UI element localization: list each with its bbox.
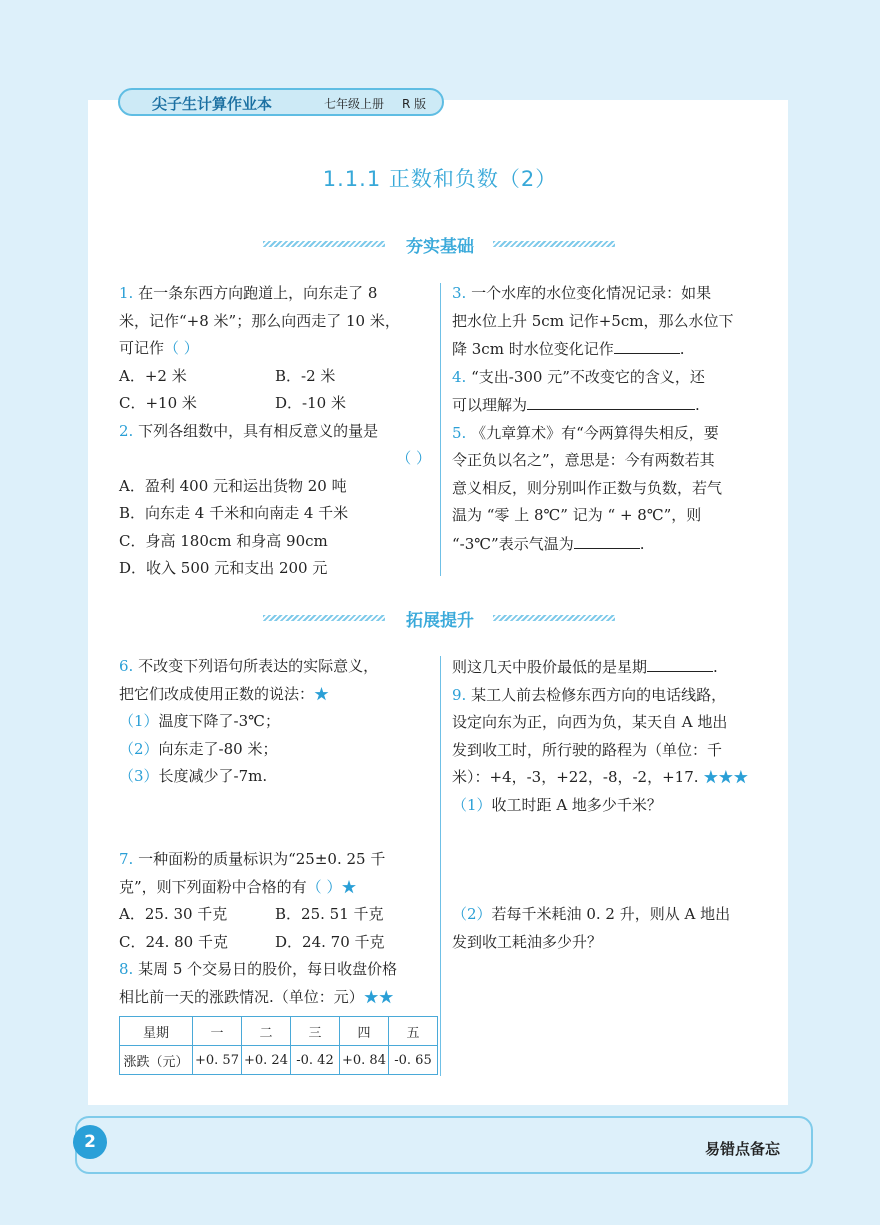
question-9-part-2 (452, 901, 772, 956)
edition-label: R 版 (402, 97, 427, 111)
q7-option-a: A．25. 30 千克 (119, 905, 228, 923)
q3-number: 3. (452, 284, 467, 302)
table-cell: 四 (340, 1017, 389, 1046)
question-6 (119, 653, 431, 791)
table-cell: 二 (242, 1017, 291, 1046)
questions-3-5 (452, 280, 764, 558)
q2-number: 2. (119, 421, 134, 440)
column-divider (440, 283, 441, 576)
difficulty-star-icon: ★ (314, 684, 330, 703)
q7-option-b: B．25. 51 千克 (275, 905, 384, 923)
difficulty-star-icon: ★ (341, 877, 357, 896)
q7-option-c: C．24. 80 千克 (119, 932, 228, 951)
q5-line: 温为 “零 上 8℃” 记为 “ + 8℃”，则 (452, 506, 702, 524)
table-header-row (120, 1017, 438, 1046)
memo-label: 易错点备忘 (705, 1140, 781, 1158)
q3-line: 降 3cm 时水位变化记作 (452, 340, 614, 358)
q5-line: 令正负以名之”，意思是：今有两数若其 (452, 451, 715, 469)
table-cell: 星期 (120, 1017, 193, 1046)
q1-line: 在一条东西方向跑道上，向东走了 8 (138, 284, 378, 302)
table-cell: 三 (291, 1017, 340, 1046)
table-cell: 五 (389, 1017, 438, 1046)
q8-continuation: 则这几天中股价最低的是星期 (452, 658, 648, 676)
answer-blank[interactable] (527, 391, 695, 410)
q5-line: “-3℃”表示气温为 (452, 534, 574, 553)
q4-line: “支出-300 元”不改变它的含义，还 (471, 367, 705, 386)
q9-line: 发到收工时，所行驶的路程为（单位：千 (452, 740, 723, 759)
table-cell: 一 (193, 1017, 242, 1046)
period: . (639, 534, 645, 553)
section-heading-basic: 夯实基础 (406, 237, 474, 257)
q7-number: 7. (119, 850, 134, 868)
answer-blank[interactable] (647, 653, 713, 672)
q9-line: 某工人前去检修东西方向的电话线路， (471, 685, 727, 704)
q6-line: 不改变下列语句所表达的实际意义， (138, 657, 379, 675)
q8-line: 某周 5 个交易日的股价，每日收盘价格 (138, 960, 398, 978)
q3-line: 把水位上升 5cm 记作+5cm，那么水位下 (452, 311, 734, 330)
sub-text: 若每千米耗油 0. 2 升，则从 A 地出 (491, 905, 731, 923)
q8-number: 8. (119, 960, 134, 978)
q2-line: 下列各组数中，具有相反意义的量是 (138, 421, 379, 440)
q5-line: 意义相反，则分别叫作正数与负数，若气 (452, 478, 723, 497)
q9-number: 9. (452, 685, 467, 704)
q2-option-a: A．盈利 400 元和运出货物 20 吨 (119, 476, 347, 495)
sub-number: （1） (452, 795, 492, 814)
question-9 (452, 653, 772, 819)
q1-line: 米，记作“+8 米”；那么向西走了 10 米， (119, 311, 400, 330)
section-divider (493, 615, 615, 621)
q2-option-d: D．收入 500 元和支出 200 元 (119, 559, 328, 577)
sub-number: （2） (119, 739, 159, 758)
difficulty-star-icon: ★★ (363, 987, 394, 1006)
stock-change-table (119, 1016, 438, 1075)
book-title: 尖子生计算作业本 (152, 95, 273, 113)
q6-number: 6. (119, 657, 134, 675)
q2-option-c: C．身高 180cm 和身高 90cm (119, 531, 328, 550)
lesson-title: 1.1.1 正数和负数（2） (322, 167, 558, 191)
table-cell: 涨跌（元） (120, 1046, 193, 1075)
answer-blank[interactable] (614, 335, 680, 354)
footer-memo-box (75, 1116, 813, 1174)
sub-text: 温度下降了-3℃； (158, 712, 280, 730)
grade-label: 七年级上册 (324, 97, 385, 111)
page-number: 2 (73, 1125, 107, 1159)
answer-paren[interactable]: （ ） (164, 339, 199, 357)
q8-line: 相比前一天的涨跌情况.（单位：元） (119, 987, 364, 1006)
table-cell: +0. 84 (340, 1046, 389, 1075)
q6-line: 把它们改成使用正数的说法： (119, 684, 315, 703)
period: . (679, 340, 685, 358)
sub-number: （3） (119, 767, 159, 785)
sub-text: 长度减少了-7m. (158, 767, 268, 785)
answer-paren[interactable]: （ ） (396, 449, 431, 467)
questions-7-8 (119, 846, 431, 1011)
table-cell: -0. 42 (291, 1046, 340, 1075)
q1-number: 1. (119, 284, 134, 302)
q9-line: 米）：+4，-3，+22，-8，-2，+17. (452, 768, 699, 786)
sub-text: 收工时距 A 地多少千米？ (491, 795, 662, 814)
q7-line: 一种面粉的质量标识为“25±0. 25 千 (138, 850, 386, 868)
q3-line: 一个水库的水位变化情况记录：如果 (471, 284, 712, 302)
sub-text: 发到收工耗油多少升？ (452, 932, 603, 951)
table-cell: +0. 57 (193, 1046, 242, 1075)
section-divider (493, 241, 615, 247)
table-row (120, 1046, 438, 1075)
sub-number: （1） (119, 712, 159, 730)
sub-number: （2） (452, 905, 492, 923)
answer-paren[interactable]: （ ） (306, 877, 342, 896)
q7-line: 克”，则下列面粉中合格的有 (119, 877, 307, 896)
q5-line: 《九章算术》有“今两算得失相反，要 (471, 423, 719, 442)
q1-option-d: D．-10 米 (275, 394, 346, 412)
sub-text: 向东走了-80 米； (158, 739, 278, 758)
q1-option-c: C．+10 米 (119, 394, 197, 412)
table-cell: -0. 65 (389, 1046, 438, 1075)
question-1 (119, 280, 431, 583)
q2-option-b: B．向东走 4 千米和向南走 4 千米 (119, 504, 349, 522)
difficulty-star-icon: ★★★ (703, 768, 749, 786)
q7-option-d: D．24. 70 千克 (275, 932, 385, 951)
column-divider (440, 656, 441, 1076)
q4-number: 4. (452, 367, 467, 386)
section-heading-extended: 拓展提升 (406, 611, 474, 631)
q4-line: 可以理解为 (452, 396, 528, 414)
book-header-tab (118, 88, 444, 116)
q1-line: 可记作 (119, 339, 165, 357)
table-cell: +0. 24 (242, 1046, 291, 1075)
q1-option-b: B．-2 米 (275, 366, 336, 385)
q5-number: 5. (452, 423, 467, 442)
q1-option-a: A．+2 米 (119, 366, 187, 385)
answer-blank[interactable] (574, 530, 640, 549)
period: . (713, 658, 718, 676)
period: . (695, 396, 700, 414)
q9-line: 设定向东为正，向西为负，某天自 A 地出 (452, 713, 728, 731)
